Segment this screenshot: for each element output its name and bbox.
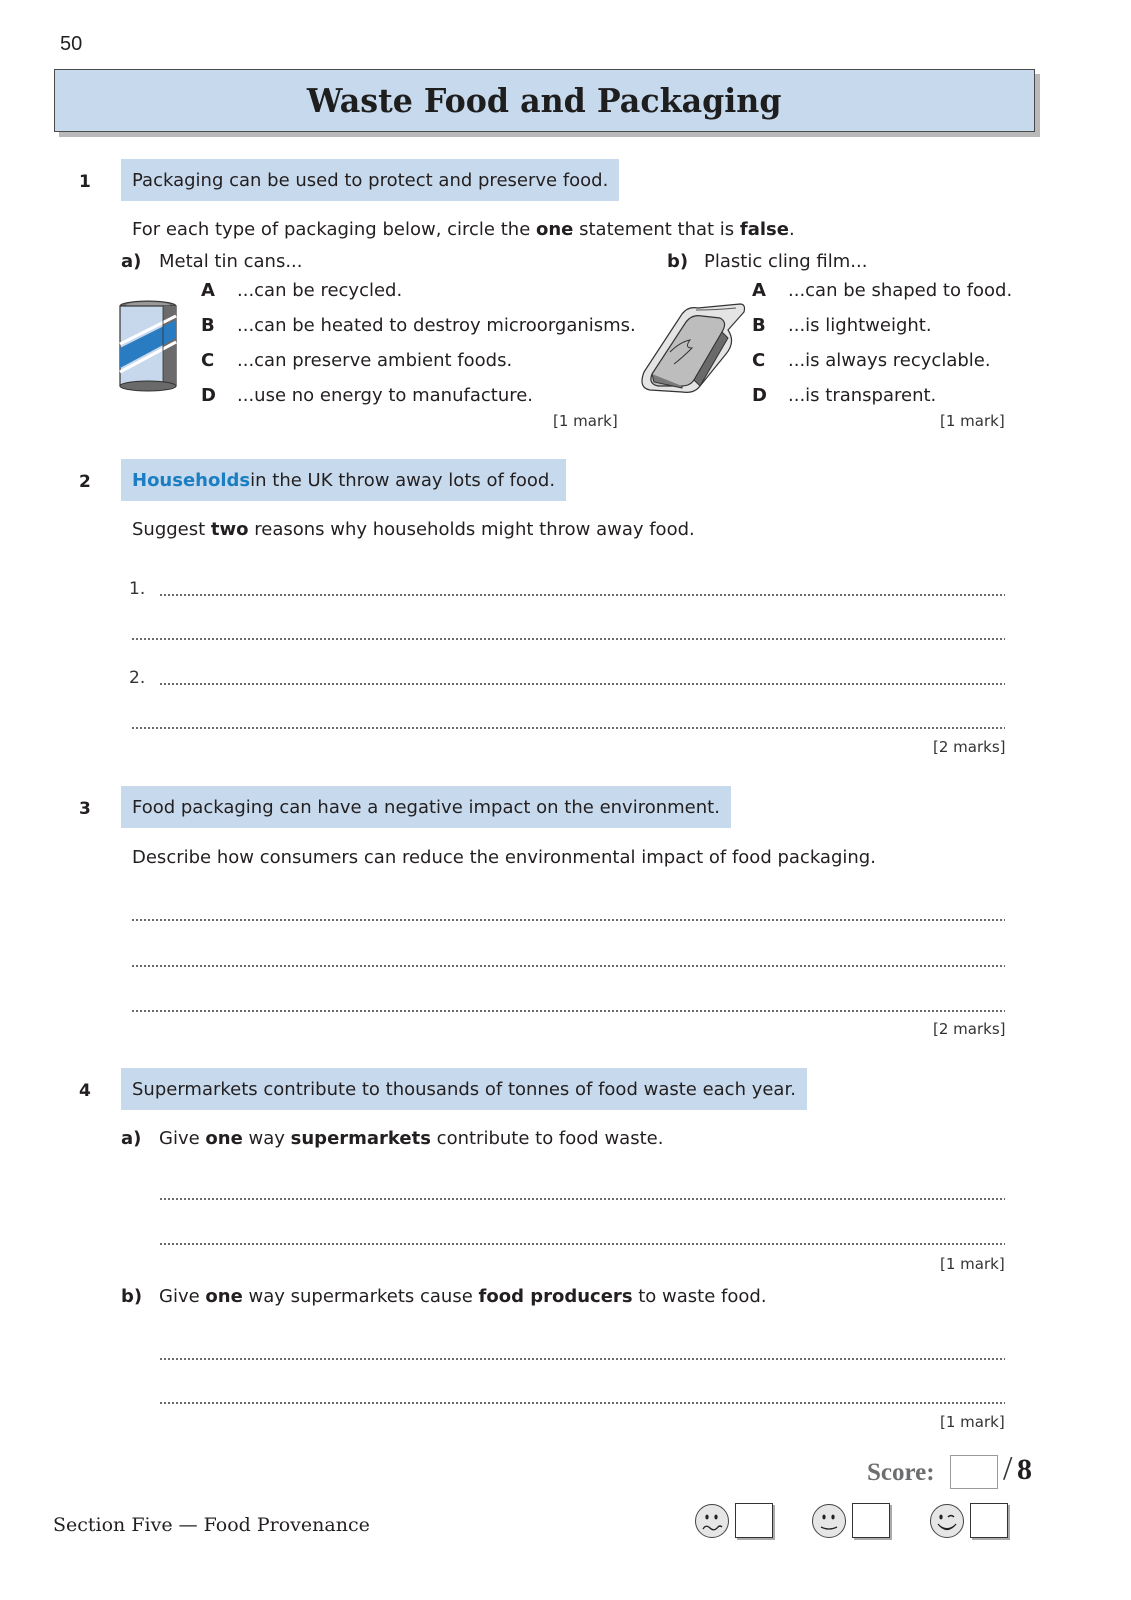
answer-line-number: 1. [129, 579, 146, 599]
question-3-marks: [2 marks] [933, 1020, 1006, 1038]
answer-line-number: 2. [129, 668, 146, 688]
answer-line[interactable] [131, 638, 1005, 640]
happy-checkbox[interactable] [970, 1503, 1008, 1538]
prompt-emphasis: one [205, 1286, 243, 1307]
question-1a-option-letter[interactable]: C [201, 350, 215, 371]
neutral-checkbox[interactable] [852, 1503, 890, 1538]
instruction-emphasis: two [210, 519, 249, 540]
score-total: 8 [1017, 1453, 1032, 1486]
question-1b-option-text[interactable]: ...can be shaped to food. [788, 280, 1013, 301]
sad-face-icon [694, 1503, 730, 1539]
tin-can-icon [115, 296, 185, 396]
question-1b-option-letter[interactable]: B [752, 315, 766, 336]
score-input[interactable] [950, 1455, 998, 1489]
question-1a-prompt: Metal tin cans... [159, 251, 303, 272]
instruction-text: Suggest [132, 519, 211, 540]
question-2-marks: [2 marks] [933, 738, 1006, 756]
instruction-emphasis: one [536, 219, 574, 240]
question-3-number: 3 [79, 799, 91, 819]
prompt-text: way supermarkets cause [242, 1286, 479, 1307]
question-2-intro-text: in the UK throw away lots of food. [250, 469, 556, 491]
question-2-keyword: Households [132, 469, 251, 491]
sad-checkbox[interactable] [735, 1503, 773, 1538]
question-1a-option-letter[interactable]: A [201, 280, 215, 301]
question-4a-prompt [159, 1128, 663, 1149]
question-1b-option-text[interactable]: ...is always recyclable. [788, 350, 991, 371]
prompt-emphasis: one [205, 1128, 243, 1149]
question-1a-marks: [1 mark] [553, 412, 618, 430]
question-4-intro-text: Supermarkets contribute to thousands of tonnes of food waste each year. [132, 1078, 796, 1100]
question-3-intro-text: Food packaging can have a negative impact on the environment. [132, 796, 720, 818]
answer-line[interactable] [131, 1010, 1005, 1012]
question-1a-option-text[interactable]: ...can be heated to destroy microorganisms. [237, 315, 636, 336]
question-1-number: 1 [79, 172, 91, 192]
instruction-text: . [788, 219, 795, 240]
score-label: Score: [867, 1459, 935, 1486]
instruction-text: reasons why households might throw away food. [248, 519, 695, 540]
answer-line[interactable] [131, 727, 1005, 729]
question-1a-option-letter[interactable]: D [201, 385, 216, 406]
instruction-text: For each type of packaging below, circle the [132, 219, 536, 240]
question-1a-option-text[interactable]: ...can preserve ambient foods. [237, 350, 513, 371]
answer-line[interactable] [131, 965, 1005, 967]
page-number: 50 [60, 33, 83, 55]
question-4b-prompt [159, 1286, 767, 1307]
question-4a-label: a) [121, 1128, 142, 1149]
prompt-emphasis: supermarkets [290, 1128, 431, 1149]
prompt-emphasis: food producers [478, 1286, 633, 1307]
title-banner [54, 69, 1035, 132]
question-1a-option-text[interactable]: ...can be recycled. [237, 280, 403, 301]
prompt-text: Give [159, 1128, 206, 1149]
question-4-number: 4 [79, 1081, 91, 1101]
question-1b-option-text[interactable]: ...is transparent. [788, 385, 937, 406]
answer-line[interactable] [159, 1358, 1005, 1360]
prompt-text: to waste food. [632, 1286, 767, 1307]
question-1b-option-letter[interactable]: D [752, 385, 767, 406]
answer-line[interactable] [159, 1243, 1005, 1245]
question-4b-label: b) [121, 1286, 143, 1307]
question-1a-option-letter[interactable]: B [201, 315, 215, 336]
question-1b-prompt: Plastic cling film... [704, 251, 868, 272]
instruction-text: statement that is [573, 219, 740, 240]
question-1-instruction [132, 219, 795, 240]
question-1a-label: a) [121, 251, 142, 272]
instruction-emphasis: false [739, 219, 789, 240]
question-1b-label: b) [667, 251, 689, 272]
neutral-face-icon [811, 1503, 847, 1539]
question-3-instruction: Describe how consumers can reduce the environmental impact of food packaging. [132, 847, 876, 868]
answer-line[interactable] [131, 919, 1005, 921]
question-3-intro [121, 786, 731, 828]
question-1b-option-text[interactable]: ...is lightweight. [788, 315, 932, 336]
question-2-instruction [132, 519, 695, 540]
question-4b-marks: [1 mark] [940, 1413, 1005, 1431]
score-slash: / [1003, 1450, 1013, 1487]
page-title: Waste Food and Packaging [307, 81, 782, 120]
happy-wink-face-icon [929, 1503, 965, 1539]
question-2-intro [121, 459, 566, 501]
prompt-text: Give [159, 1286, 206, 1307]
question-2-number: 2 [79, 472, 91, 492]
question-1a-option-text[interactable]: ...use no energy to manufacture. [237, 385, 534, 406]
answer-line[interactable] [159, 1402, 1005, 1404]
question-1-intro-text: Packaging can be used to protect and preserve food. [132, 169, 609, 191]
question-1-intro [121, 159, 619, 201]
question-1b-marks: [1 mark] [940, 412, 1005, 430]
question-1b-option-letter[interactable]: A [752, 280, 766, 301]
prompt-text: way [242, 1128, 291, 1149]
wrapped-sandwich-icon [636, 302, 748, 394]
section-footer: Section Five — Food Provenance [53, 1514, 370, 1536]
prompt-text: contribute to food waste. [430, 1128, 664, 1149]
answer-line[interactable] [159, 594, 1005, 596]
question-4a-marks: [1 mark] [940, 1255, 1005, 1273]
answer-line[interactable] [159, 683, 1005, 685]
question-4-intro [121, 1068, 807, 1110]
answer-line[interactable] [159, 1198, 1005, 1200]
question-1b-option-letter[interactable]: C [752, 350, 766, 371]
